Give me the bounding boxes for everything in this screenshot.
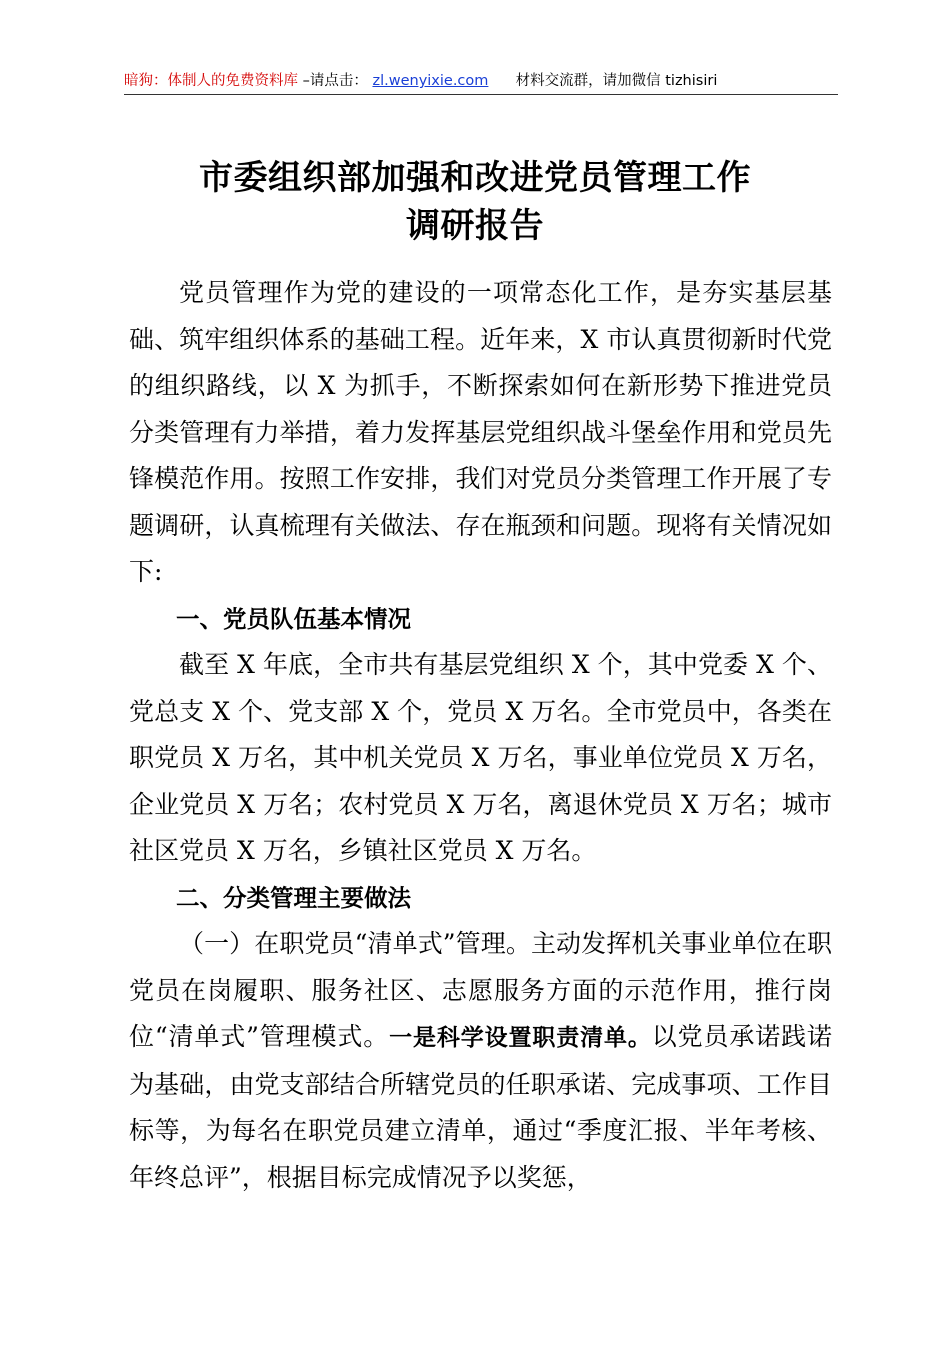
document-title-line-2: 调研报告 [406, 206, 544, 246]
intro-paragraph: 党员管理作为党的建设的一项常态化工作，是夯实基层基础、筑牢组织体系的基础工程。近年来，X 市认真贯彻新时代党的组织路线，以 X 为抓手，不断探索如何在新形势下推进党员分类管理有力举措，着力发挥基层党组织战斗堡垒作用和党员先锋模范作用。按照工作安排，我们对党员分类管理工作开展了专题调研，认真梳理有关做法、存在瓶颈和问题。现将有关情况如下: [129, 278, 832, 586]
section-2-paragraph [129, 921, 832, 1201]
section-2-rest: 以党员承诺践诺为基础，由党支部结合所辖党员的任职承诺、完成事项、工作目标等，为每名在职党员建立清单，通过“季度汇报、半年考核、年终总评”，根据目标完成情况予以奖惩， [129, 1022, 833, 1192]
document-body [129, 270, 832, 1201]
document-title-line-1: 市委组织部加强和改进党员管理工作 [199, 158, 751, 198]
header-contact: 材料交流群，请加微信 tizhisiri [515, 73, 718, 89]
header-link[interactable]: zl.wenyixie.com [372, 73, 489, 89]
header-brand: 暗狗：体制人的免费资料库 [124, 73, 298, 89]
section-1-heading: 一、党员队伍基本情况 [176, 604, 411, 633]
section-2-bold-point: 一是科学设置职责清单。 [389, 1025, 652, 1051]
section-2-heading: 二、分类管理主要做法 [176, 883, 411, 912]
section-2-lead: （一）在职党员“清单式”管理。主动发挥机关事业单位在职党员在岗履职、服务社区、志愿服务方面的示范作用，推行岗位“清单式”管理模式。 [129, 929, 832, 1051]
header-prompt: –请点击： [302, 73, 368, 89]
page-header [124, 68, 838, 95]
section-1-paragraph: 截至 X 年底，全市共有基层党组织 X 个，其中党委 X 个、党总支 X 个、党支部 X 个，党员 X 万名。全市党员中，各类在职党员 X 万名，其中机关党员 X 万名，事业单位党员 X 万名，企业党员 X 万名；农村党员 X 万名，离退休党员 X 万名；城市社区党员 X 万名，乡镇社区党员 X 万名。 [129, 650, 832, 865]
